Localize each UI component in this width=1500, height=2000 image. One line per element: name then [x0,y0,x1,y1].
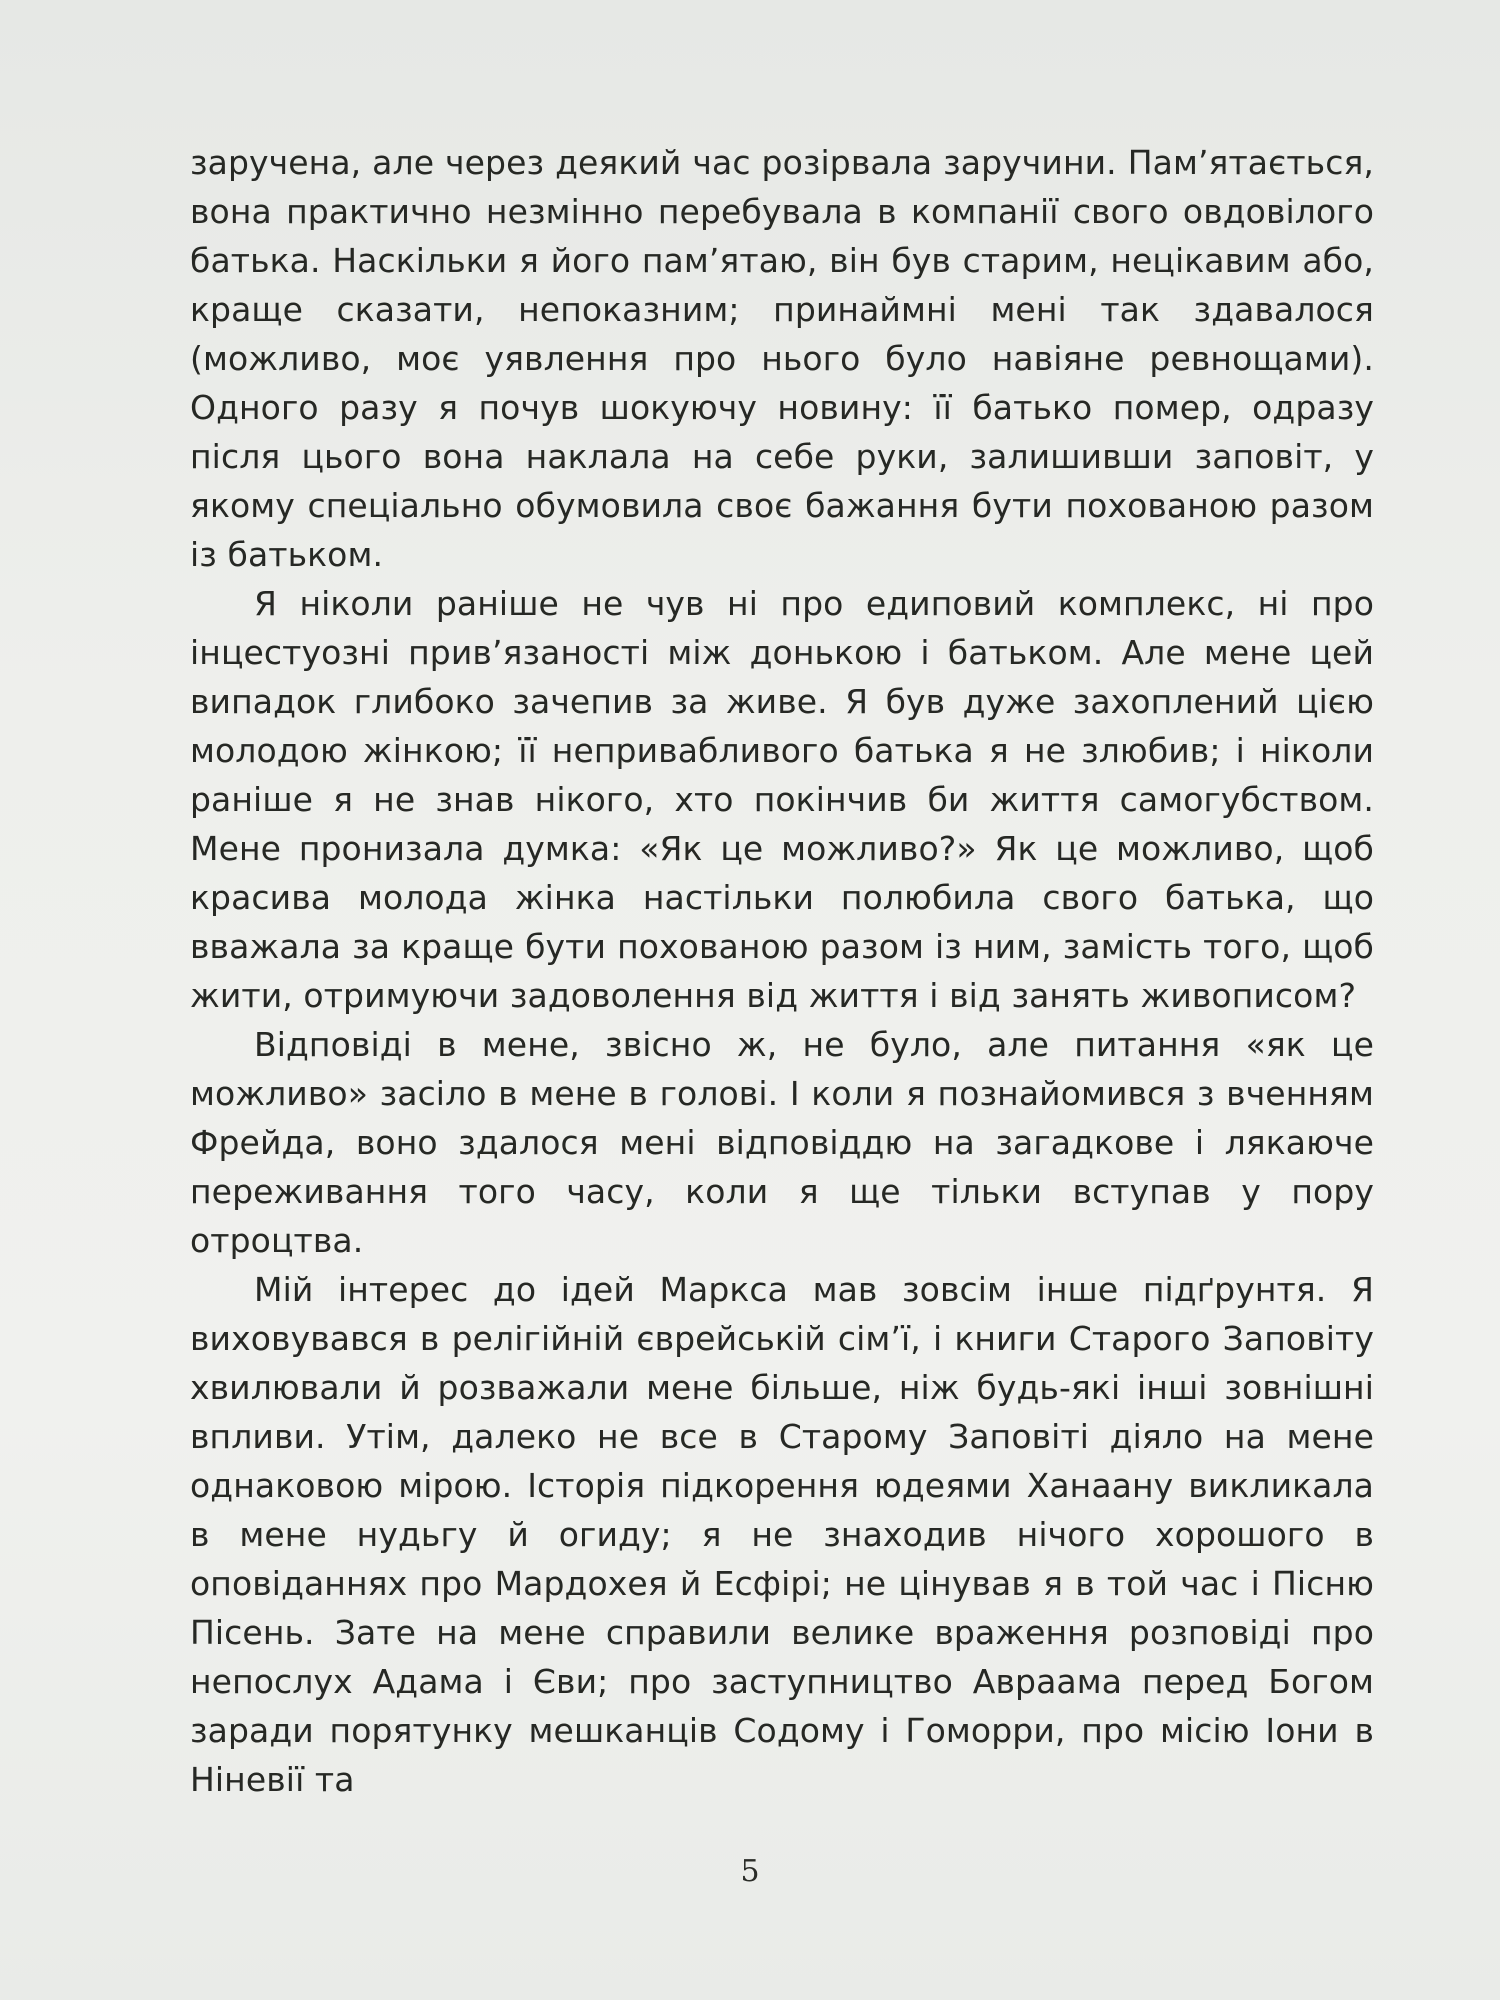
paragraph-4: Мій інтерес до ідей Маркса мав зовсім інше підґрунтя. Я виховувався в релігійній єврейській сім’ї, і книги Старого Заповіту хвилювали й розважали мене більше, ніж будь-які інші зовнішні впливи. Утім, далеко не все в Старому Заповіті діяло на мене однаковою мірою. Історія підкорення юдеями Ханаану викликала в мене нудьгу й огиду; я не знаходив нічого хорошого в оповіданнях про Мардохея й Есфірі; не цінував я в той час і Пісню Пісень. Зате на мене справили велике враження розповіді про непослух Адама і Єви; про заступництво Авраама перед Богом заради порятунку мешканців Содому і Гоморри, про місію Іони в Ніневії та [190,1270,1374,1799]
paragraph-1: заручена, але через деякий час розірвала заручини. Пам’ятається, вона практично незмінно перебувала в компанії свого овдовілого батька. Наскільки я його пам’ятаю, він був старим, нецікавим або, краще сказати, непоказним; принаймні мені так здавалося (можливо, моє уявлення про нього було навіяне ревнощами). Одного разу я почув шокуючу новину: її батько помер, одразу після цього вона наклала на себе руки, залишивши заповіт, у якому спеціально обумовила своє бажання бути похованою разом із батьком. [190,143,1374,574]
body-text [190,138,1374,1804]
page-number: 5 [740,1854,760,1889]
paragraph-2: Я ніколи раніше не чув ні про едиповий комплекс, ні про інцестуозні прив’язаності між донькою і батьком. Але мене цей випадок глибоко зачепив за живе. Я був дуже захоплений цією молодою жінкою; її непривабливого батька я не злюбив; і ніколи раніше я не знав нікого, хто покінчив би життя самогубством. Мене пронизала думка: «Як це можливо?» Як це можливо, щоб красива молода жінка настільки полюбила свого батька, що вважала за краще бути похованою разом із ним, замість того, щоб жити, отримуючи задоволення від життя і від занять живописом? [190,584,1374,1015]
paragraph-3: Відповіді в мене, звісно ж, не було, але питання «як це можливо» засіло в мене в голові. І коли я познайомився з вченням Фрейда, воно здалося мені відповіддю на загадкове і лякаюче переживання того часу, коли я ще тільки вступав у пору отроцтва. [190,1025,1374,1260]
